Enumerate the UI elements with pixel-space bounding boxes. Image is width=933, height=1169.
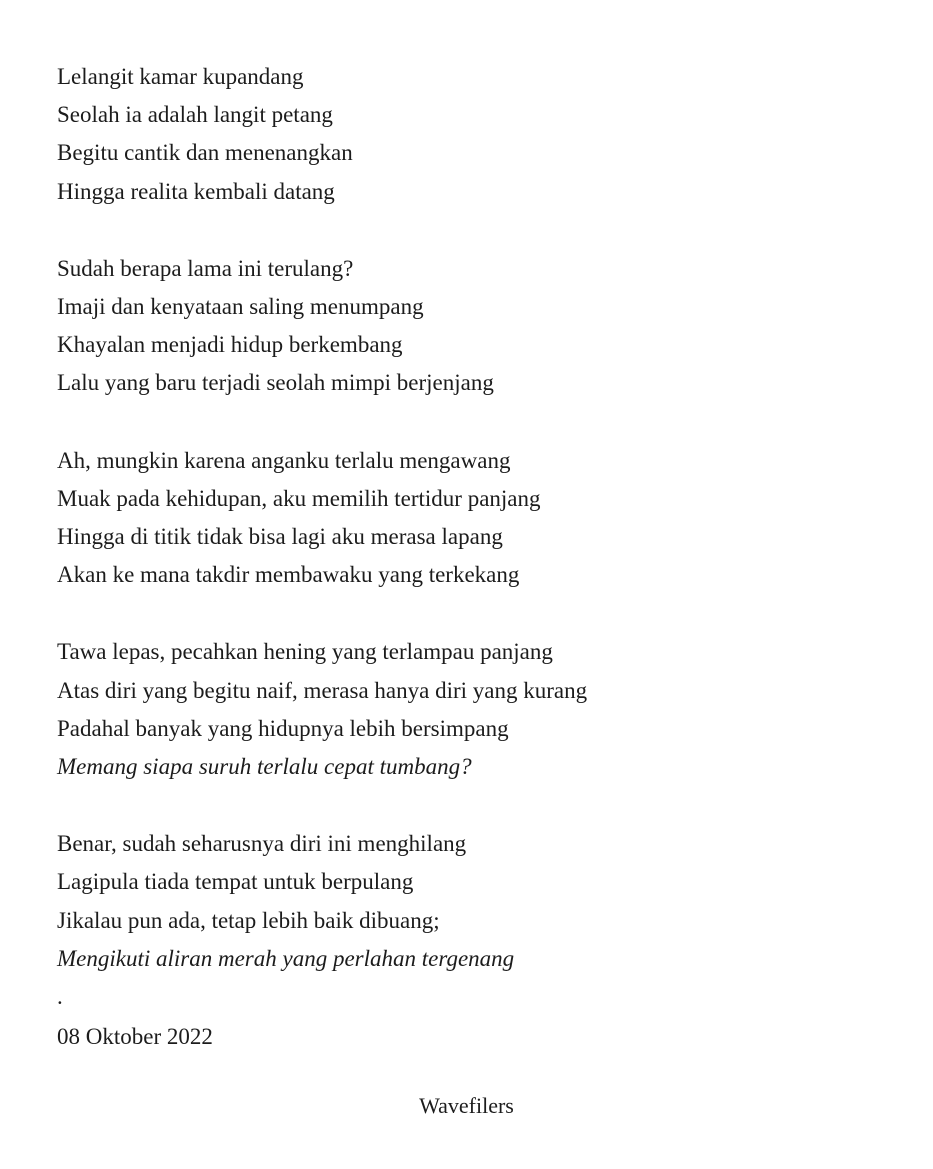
poem-line: Sudah berapa lama ini terulang? <box>57 255 354 281</box>
author-signature: Wavefilers <box>419 1093 514 1118</box>
stanza-3 <box>57 442 897 595</box>
poem-line: Padahal banyak yang hidupnya lebih bersimpang <box>57 715 509 741</box>
poem-line: Lalu yang baru terjadi seolah mimpi berjenjang <box>57 370 494 396</box>
poem-line: Akan ke mana takdir membawaku yang terkekang <box>57 562 520 588</box>
poem-line: Khayalan menjadi hidup berkembang <box>57 332 403 358</box>
poem-line: Lelangit kamar kupandang <box>57 64 304 89</box>
poem-line: Hingga di titik tidak bisa lagi aku merasa lapang <box>57 524 503 550</box>
poem-line: Muak pada kehidupan, aku memilih tertidur panjang <box>57 485 541 511</box>
poem-line: Benar, sudah seharusnya diri ini menghilang <box>57 831 467 857</box>
stanza-5 <box>57 825 897 978</box>
poem-body <box>57 58 897 1056</box>
poem-line-italic: Mengikuti aliran merah yang perlahan tergenang <box>57 945 515 971</box>
stanza-4 <box>57 633 897 786</box>
poem-line: Lagipula tiada tempat untuk berpulang <box>57 869 414 895</box>
poem-line: Seolah ia adalah langit petang <box>57 102 333 128</box>
stanza-2 <box>57 250 897 403</box>
stanza-1 <box>57 58 897 211</box>
poem-line: Tawa lepas, pecahkan hening yang terlampau panjang <box>57 639 553 665</box>
poem-line: Atas diri yang begitu naif, merasa hanya diri yang kurang <box>57 677 588 703</box>
poem-line: Imaji dan kenyataan saling menumpang <box>57 294 424 320</box>
poem-line: Hingga realita kembali datang <box>57 178 335 204</box>
poem-line: Ah, mungkin karena anganku terlalu mengawang <box>57 447 511 473</box>
poem-line-italic: Memang siapa suruh terlalu cepat tumbang? <box>57 754 472 780</box>
poem-line: Begitu cantik dan menenangkan <box>57 140 353 166</box>
poem-line: Jikalau pun ada, tetap lebih baik dibuang; <box>57 907 440 933</box>
separator-dot: . <box>57 984 63 1010</box>
poem-date: 08 Oktober 2022 <box>57 1024 213 1050</box>
